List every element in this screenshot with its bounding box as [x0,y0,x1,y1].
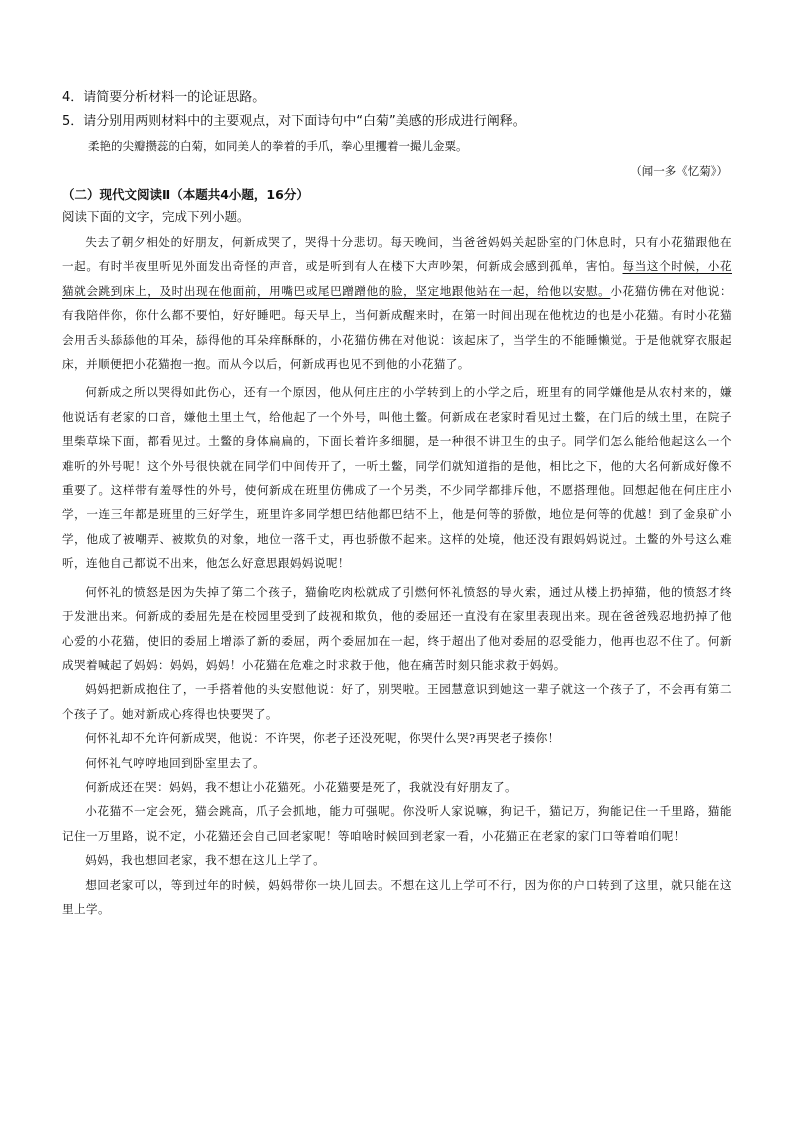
poem-source: （闻一多《忆菊》） [630,164,728,178]
poem-line: 柔艳的尖瓣攒蕊的白菊，如同美人的拳着的手爪，拳心里攫着一撮儿金粟。 [88,139,468,153]
story-paragraph-2: 何新成之所以哭得如此伤心，还有一个原因，他从何庄庄的小学转到上的小学之后，班里有的同学嫌他是从农村来的，嫌他说话有老家的口音，嫌他土里土气，给他起了一个外号，叫他土鳖。何新成在老家时看见过土鳖，在门后的绒土里，在院子里柴草垛下面，都看见过。土鳖的身体扁扁的，下面长着许多细腿，是一种很不讲卫生的虫子。同学们怎么能给他起这么一个难听的外号呢！这个外号很快就在同学们中间传开了，一听土鳖，同学们就知道指的是他，相比之下，他的大名何新成好像不重要了。这样带有羞辱性的外号，使何新成在班里仿佛成了一个另类，不少同学都排斥他，不愿搭理他。回想起他在何庄庄小学，一连三年都是班里的三好学生，班里许多同学想巴结他都巴结不上，他是何等的骄傲，地位是何等的优越！到了金泉矿小学，他成了被嘲弄、被欺负的对象，地位一落千丈，再也骄傲不起来。这样的处境，他还没有跟妈妈说过。土鳖的外号这么难听，连他自己都说不出来，他怎么好意思跟妈妈说呢！ [62,385,732,571]
story-paragraph-7: 何新成还在哭：妈妈，我不想让小花猫死。小花猫要是死了，我就没有好朋友了。 [85,779,517,794]
story-paragraph-3: 何怀礼的愤怒是因为失掉了第二个孩子，猫偷吃肉松就成了引燃何怀礼愤怒的导火索，通过从楼上扔掉猫，他的愤怒才终于发泄出来。何新成的委屈先是在校园里受到了歧视和欺负，他的委屈还一直没有在家里表现出来。现在爸爸残忍地扔掉了他心爱的小花猫，使旧的委屈上增添了新的委屈，两个委屈加在一起，终于超出了他对委屈的忍受能力，他再也忍不住了。何新成哭着喊起了妈妈：妈妈，妈妈！小花猫在危难之时求救于他，他在痛苦时刻只能求救于妈妈。 [62,584,732,672]
story-paragraph-10: 想回老家可以，等到过年的时候，妈妈带你一块儿回去。不想在这儿上学可不行，因为你的户口转到了这里，就只能在这里上学。 [62,877,732,916]
reading-instruction: 阅读下面的文字，完成下列小题。 [62,209,250,224]
story-paragraph-5: 何怀礼却不允许何新成哭，他说：不许哭，你老子还没死呢，你哭什么哭?再哭老子揍你！ [85,731,560,746]
paragraph-text: 小花猫仿佛在对他说：有我陪伴你，你什么都不要怕，好好睡吧。每天早上，当何新成醒来时，在第一时间出现在他枕边的也是小花猫。有时小花猫会用舌头舔舔他的耳朵，舔得他的耳朵痒酥酥的，小花猫仿佛在对他说：该起床了，当学生的不能睡懒觉。于是他就穿衣服起床，并顺便把小花猫抱一抱。而从今以后，何新成再也见不到他的小花猫了。 [62,283,732,372]
story-paragraph-4: 妈妈把新成抱住了，一手搭着他的头安慰他说：好了，别哭啦。王园慧意识到她这一辈子就这一个孩子了，不会再有第二个孩子了。她对新成心疼得也快要哭了。 [62,682,732,721]
underlined-sentence: 每当这个时候，小花猫就会跳到床上，及时出现在他面前，用嘴巴或尾巴蹭蹭他的脸，坚定地跟他站在一起，给他以安慰。 [62,259,732,298]
story-paragraph-1 [62,230,732,376]
story-paragraph-8: 小花猫不一定会死，猫会跳高，爪子会抓地，能力可强呢。你没听人家说嘛，狗记千，猫记万，狗能记住一千里路，猫能记住一万里路，说不定，小花猫还会自己回老家呢！等咱啥时候回到老家一看，小花猫正在老家的家门口等着咱们呢！ [62,804,732,843]
section-title: （二）现代文阅读Ⅱ（本题共4小题，16分） [62,187,309,202]
paragraph-text: 失去了朝夕相处的好朋友，何新成哭了，哭得十分悲切。每天晚间，当爸爸妈妈关起卧室的门休息时，只有小花猫跟他在一起。有时半夜里听见外面发出奇怪的声音，或是听到有人在楼下大声吵架，何新成会感到孤单，害怕。 [62,235,732,274]
question-5: 5．请分别用两则材料中的主要观点，对下面诗句中“白菊”美感的形成进行阐释。 [62,114,526,129]
story-paragraph-6: 何怀礼气哼哼地回到卧室里去了。 [85,755,266,770]
story-paragraph-9: 妈妈，我也想回老家，我不想在这儿上学了。 [85,853,326,868]
question-4: 4．请简要分析材料一的论证思路。 [62,90,266,105]
